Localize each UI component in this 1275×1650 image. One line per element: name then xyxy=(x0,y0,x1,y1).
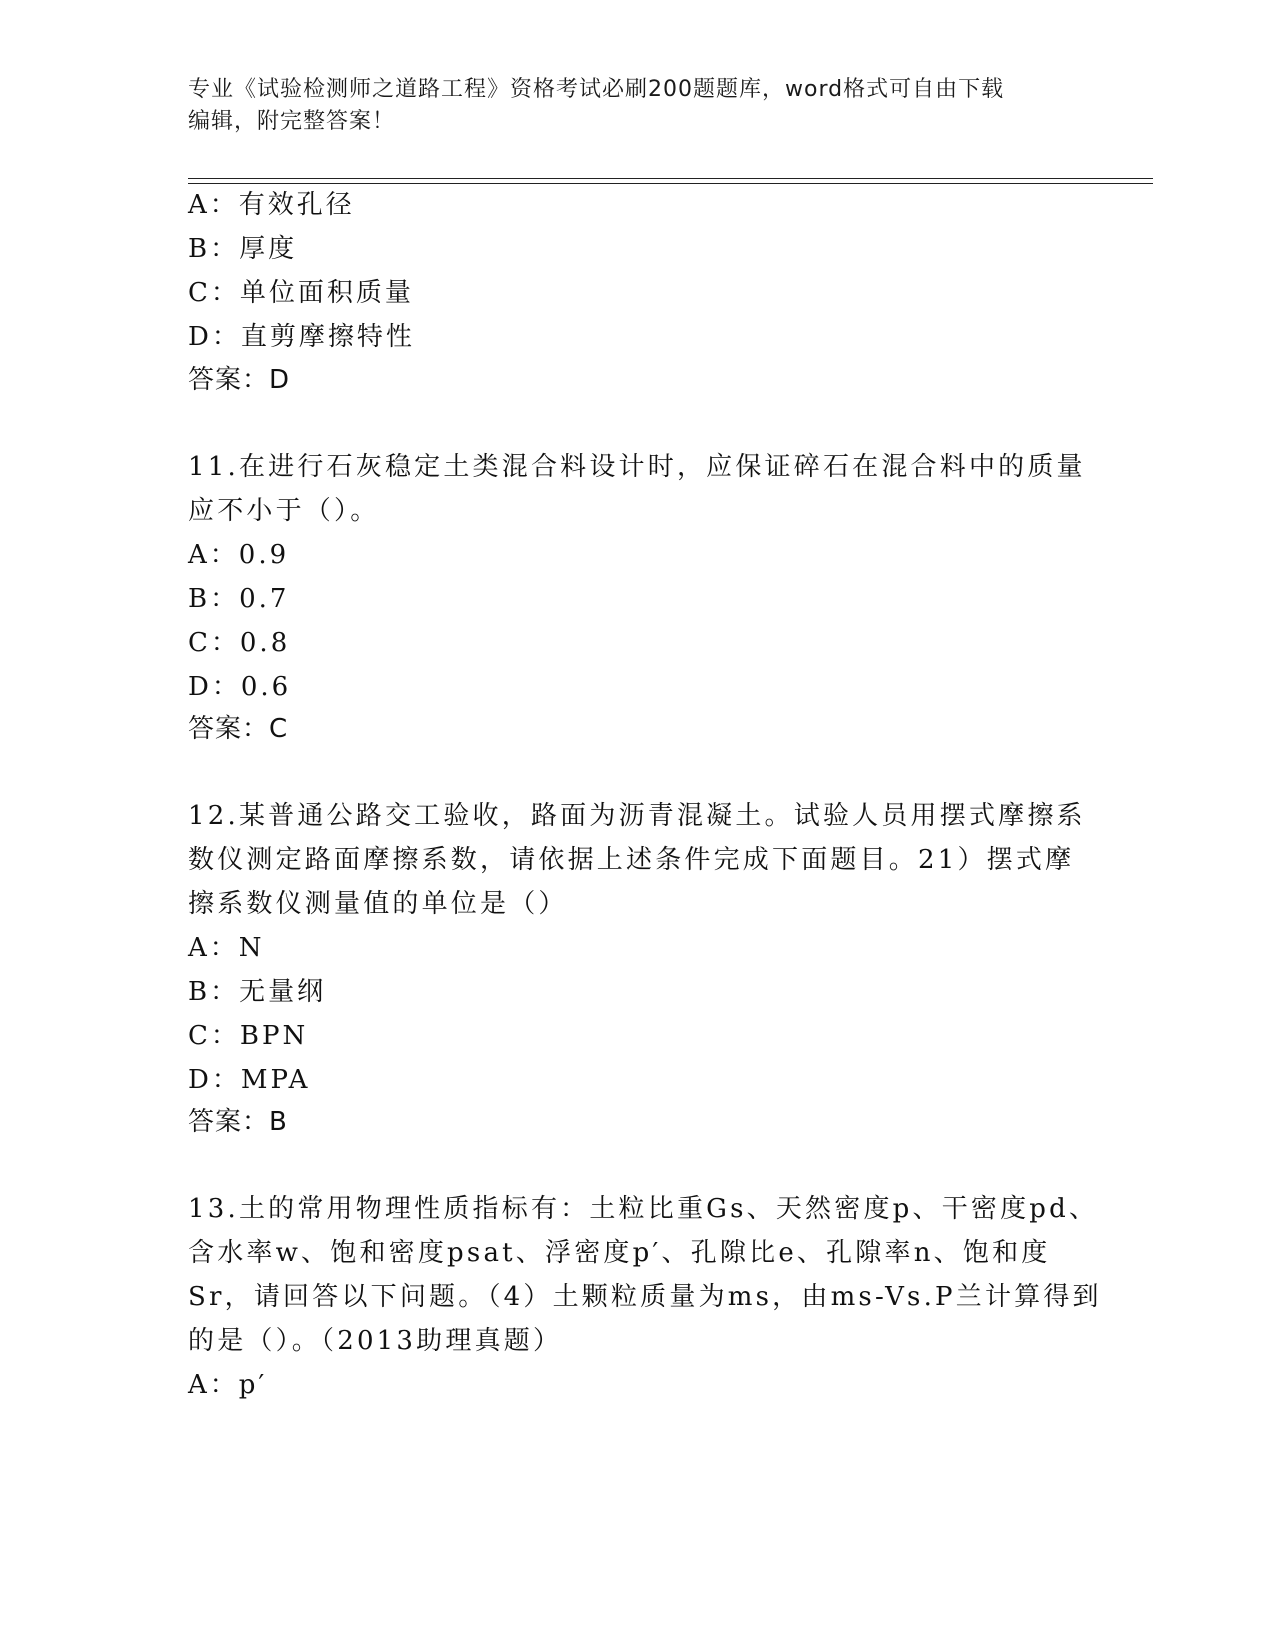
q11-option-b: B：0.7 xyxy=(188,584,290,614)
q12-stem-line-1: 12.某普通公路交工验收，路面为沥青混凝土。试验人员用摆式摩擦系 xyxy=(188,801,1086,831)
q12-option-a: A：N xyxy=(188,933,265,963)
q11-option-a: A：0.9 xyxy=(188,540,290,570)
q11-option-d: D：0.6 xyxy=(188,672,292,702)
page-header xyxy=(188,74,1068,138)
q13-stem-line-1: 13.土的常用物理性质指标有：土粒比重Gs、天然密度p、干密度pd、 xyxy=(188,1194,1099,1224)
header-divider-second xyxy=(188,183,1153,184)
q11-stem-line-2: 应不小于（）。 xyxy=(188,496,380,526)
q12-option-b: B：无量纲 xyxy=(188,977,327,1007)
q11-option-c: C：0.8 xyxy=(188,628,291,658)
q10-answer: 答案：D xyxy=(188,365,291,395)
header-line-2: 编辑，附完整答案！ xyxy=(188,109,396,134)
q10-option-d: D：直剪摩擦特性 xyxy=(188,322,415,352)
header-line-1: 专业《试验检测师之道路工程》资格考试必刷200题题库，word格式可自由下载 xyxy=(188,77,1005,102)
header-divider xyxy=(188,178,1153,179)
q13-stem-line-2: 含水率w、饱和密度psat、浮密度p′、孔隙比e、孔隙率n、饱和度 xyxy=(188,1238,1051,1268)
q10-option-a: A：有效孔径 xyxy=(188,190,355,220)
q10-option-b: B：厚度 xyxy=(188,234,298,264)
q11-stem-line-1: 11.在进行石灰稳定土类混合料设计时，应保证碎石在混合料中的质量 xyxy=(188,452,1086,482)
q13-stem-line-3: Sr，请回答以下问题。（4）土颗粒质量为ms，由ms-Vs.P兰计算得到 xyxy=(188,1282,1102,1312)
q12-answer: 答案：B xyxy=(188,1107,288,1137)
q12-option-c: C：BPN xyxy=(188,1021,309,1051)
q12-stem-line-2: 数仪测定路面摩擦系数，请依据上述条件完成下面题目。21）摆式摩 xyxy=(188,845,1075,875)
q13-option-a: A：p′ xyxy=(188,1370,268,1400)
q12-stem-line-3: 擦系数仪测量值的单位是（） xyxy=(188,889,568,919)
q12-option-d: D：MPA xyxy=(188,1065,311,1095)
q10-option-c: C：单位面积质量 xyxy=(188,278,414,308)
q13-stem-line-4: 的是（）。（2013助理真题） xyxy=(188,1326,563,1356)
q11-answer: 答案：C xyxy=(188,714,289,744)
